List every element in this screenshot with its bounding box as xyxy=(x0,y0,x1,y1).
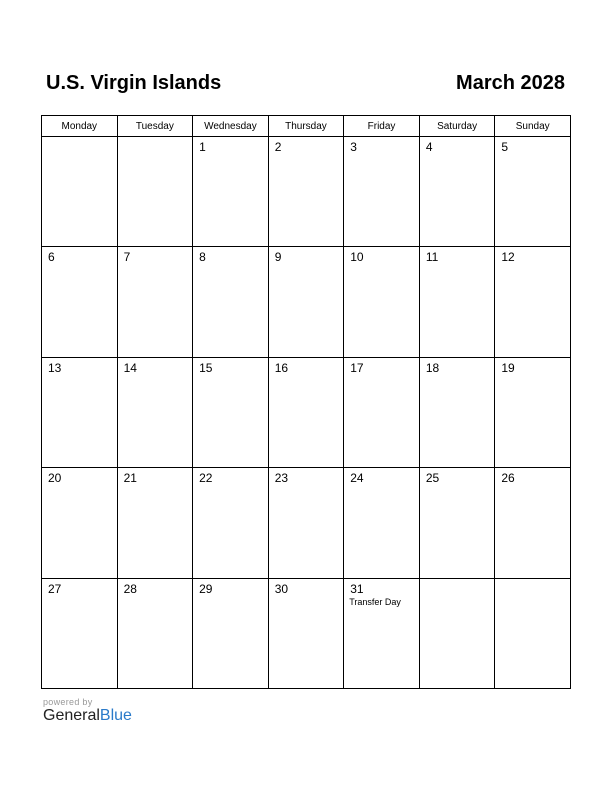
day-cell xyxy=(193,137,269,247)
day-cell xyxy=(268,137,344,247)
day-cell xyxy=(268,468,344,578)
country-title: U.S. Virgin Islands xyxy=(46,72,222,94)
day-cell xyxy=(268,357,344,467)
day-cell xyxy=(117,357,193,467)
day-cell xyxy=(42,468,118,578)
day-number: 14 xyxy=(123,360,137,375)
calendar-grid xyxy=(41,115,571,689)
week-row xyxy=(42,578,571,688)
empty-day-cell xyxy=(495,578,571,688)
day-number: 28 xyxy=(123,581,137,596)
day-number: 8 xyxy=(199,250,206,265)
weekday-monday: Monday xyxy=(42,116,118,137)
empty-day-cell xyxy=(42,137,118,247)
weekday-tuesday: Tuesday xyxy=(117,116,193,137)
day-cell xyxy=(193,578,269,688)
day-cell xyxy=(419,357,495,467)
day-number: 1 xyxy=(199,140,206,154)
day-cell xyxy=(117,578,193,688)
week-row xyxy=(42,137,571,247)
brand-name xyxy=(43,707,132,725)
day-number: 31 xyxy=(350,581,364,596)
day-number: 15 xyxy=(199,360,213,375)
day-number: 10 xyxy=(350,250,364,265)
day-number: 17 xyxy=(350,360,364,375)
day-cell xyxy=(419,137,495,247)
day-number: 12 xyxy=(501,250,515,265)
weekday-thursday: Thursday xyxy=(268,116,344,137)
day-number: 2 xyxy=(274,140,282,154)
day-cell xyxy=(193,468,269,578)
day-cell xyxy=(495,357,571,467)
week-row xyxy=(42,247,571,357)
day-cell xyxy=(268,247,344,357)
brand-logo xyxy=(43,697,132,725)
day-cell xyxy=(495,137,571,247)
day-number: 6 xyxy=(48,250,55,265)
day-number: 9 xyxy=(274,250,282,265)
day-cell xyxy=(117,247,193,357)
empty-day-cell xyxy=(419,578,495,688)
day-cell xyxy=(42,578,118,688)
day-cell xyxy=(193,357,269,467)
day-number: 16 xyxy=(274,360,289,375)
day-number: 11 xyxy=(425,250,439,265)
weekday-saturday: Saturday xyxy=(419,116,495,137)
day-cell xyxy=(495,247,571,357)
day-number: 24 xyxy=(350,471,364,486)
day-cell xyxy=(344,468,420,578)
brand-blue-text: Blue xyxy=(99,707,132,724)
day-cell xyxy=(344,578,420,688)
day-cell xyxy=(419,468,495,578)
day-cell xyxy=(344,137,420,247)
weekday-sunday: Sunday xyxy=(495,116,571,137)
brand-general-text: General xyxy=(43,707,100,724)
day-cell xyxy=(419,247,495,357)
day-number: 25 xyxy=(425,471,440,486)
day-number: 7 xyxy=(123,250,131,265)
day-number: 18 xyxy=(425,360,440,375)
day-number: 5 xyxy=(501,140,509,154)
day-number: 19 xyxy=(501,360,515,375)
month-year-title: March 2028 xyxy=(456,72,565,94)
week-row xyxy=(42,468,571,578)
day-number: 26 xyxy=(501,471,515,486)
day-cell xyxy=(268,578,344,688)
day-number: 21 xyxy=(123,471,137,486)
powered-by-text: powered by xyxy=(43,697,93,707)
day-number: 30 xyxy=(274,581,289,596)
day-number: 20 xyxy=(48,471,62,486)
empty-day-cell xyxy=(117,137,193,247)
day-number: 29 xyxy=(199,581,213,596)
day-number: 4 xyxy=(425,140,433,154)
day-cell xyxy=(117,468,193,578)
weekday-header-row xyxy=(42,116,571,137)
day-cell xyxy=(193,247,269,357)
day-cell xyxy=(495,468,571,578)
day-number: 27 xyxy=(48,581,62,596)
day-number: 13 xyxy=(48,360,62,375)
week-row xyxy=(42,357,571,467)
weekday-friday: Friday xyxy=(344,116,420,137)
day-number: 3 xyxy=(350,140,357,154)
day-number: 22 xyxy=(199,471,213,486)
day-cell xyxy=(344,247,420,357)
day-number: 23 xyxy=(274,471,289,486)
holiday-label: Transfer Day xyxy=(349,596,401,607)
weekday-wednesday: Wednesday xyxy=(193,116,269,137)
day-cell xyxy=(42,357,118,467)
day-cell xyxy=(344,357,420,467)
day-cell xyxy=(42,247,118,357)
